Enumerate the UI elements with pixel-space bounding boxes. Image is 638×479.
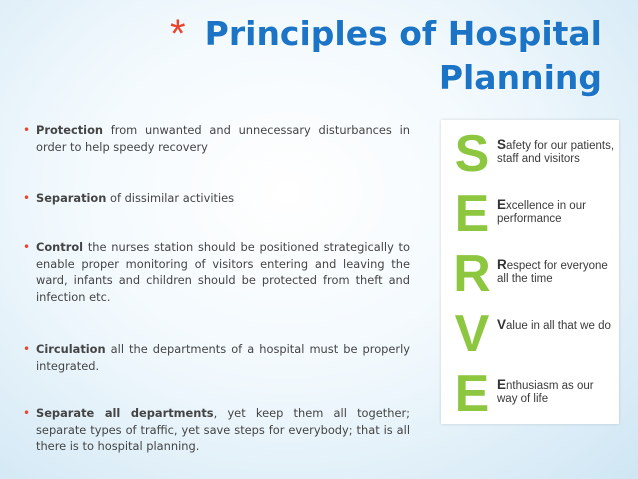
serve-row-enthusiasm (441, 366, 619, 426)
bullet-dot-icon: • (23, 406, 31, 420)
serve-letter: R (453, 245, 491, 303)
bullet-text: , yet keep them all together; separate types of traffic, yet save steps for everybody; that is all there is to hospital planning. (36, 406, 410, 453)
serve-row-respect (441, 246, 619, 306)
serve-row-safety (441, 126, 619, 186)
bullet-control (22, 239, 410, 305)
serve-acronym-panel (441, 120, 619, 424)
bullet-bold: Circulation (36, 342, 106, 356)
bullet-bold: Separate all departments (36, 406, 214, 420)
title-line-1: Principles of Hospital (204, 14, 602, 53)
serve-description: Excellence in our performance (497, 197, 586, 225)
serve-description: Value in all that we do (497, 317, 611, 332)
serve-description: Respect for everyone all the time (497, 257, 608, 285)
title-star: * (170, 12, 186, 56)
serve-letter: E (454, 185, 490, 243)
bullet-bold: Protection (36, 123, 103, 137)
bullet-circulation (22, 341, 410, 374)
serve-description: Safety for our patients, staff and visitors (497, 137, 615, 165)
bullet-text: all the departments of a hospital must be properly integrated. (36, 342, 410, 373)
bullet-text: the nurses station should be positioned strategically to enable proper monitoring of visitors entering and leaving the ward, infants and children should be protected from theft and infection etc. (36, 240, 410, 304)
bullet-bold: Separation (36, 191, 107, 205)
serve-row-excellence (441, 186, 619, 246)
serve-description: Enthusiasm as our way of life (497, 377, 594, 405)
bullet-dot-icon: • (23, 240, 31, 254)
bullet-text: from unwanted and unnecessary disturbances in order to help speedy recovery (36, 123, 410, 154)
serve-row-value (441, 306, 619, 366)
bullet-protection (22, 122, 410, 155)
serve-letter: E (454, 365, 490, 423)
bullet-bold: Control (36, 240, 84, 254)
serve-letter: V (454, 305, 490, 363)
serve-letter: S (454, 125, 490, 183)
bullet-dot-icon: • (23, 123, 31, 137)
bullet-dot-icon: • (23, 342, 31, 356)
bullet-text: of dissimilar activities (106, 191, 235, 205)
slide-title (162, 12, 602, 100)
bullet-dot-icon: • (23, 191, 31, 205)
bullet-separate-departments (22, 405, 410, 455)
title-line-2: Planning (438, 58, 602, 97)
bullet-separation (22, 190, 410, 207)
